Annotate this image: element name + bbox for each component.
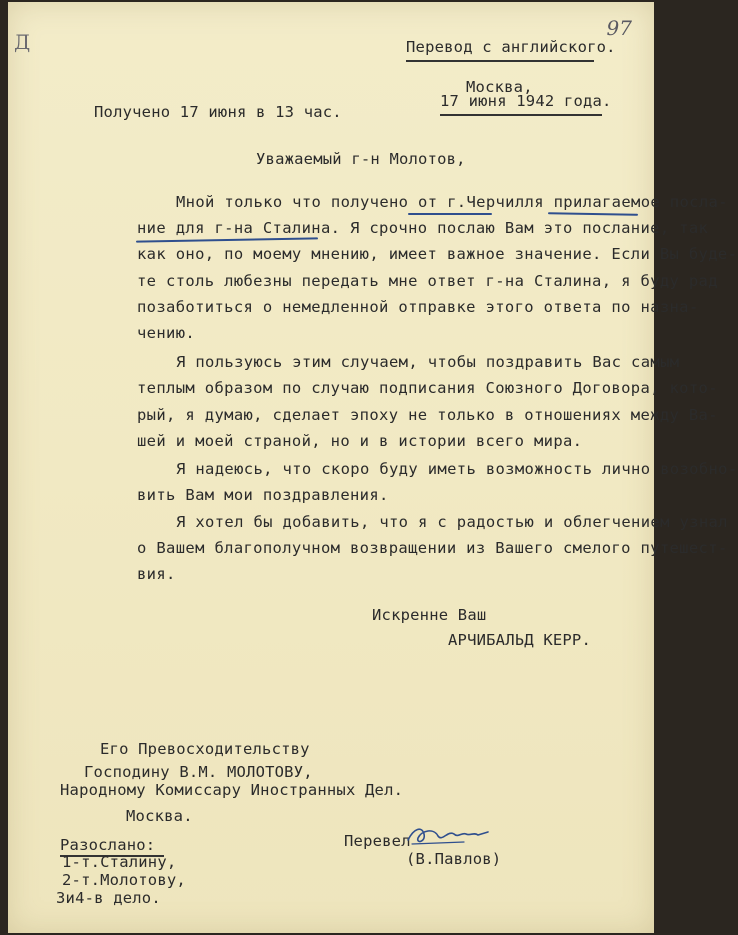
blue-underline-message	[548, 212, 638, 216]
blue-underline-churchill	[408, 213, 492, 215]
translator-label: Перевел	[344, 832, 411, 850]
body-line: Я надеюсь, что скоро буду иметь возможность лично возобно-	[176, 460, 738, 478]
body-line: теплым образом по случаю подписания Союзного Договора, кото-	[137, 379, 718, 397]
page-number: 97	[606, 16, 632, 40]
translation-note: Перевод с английского.	[406, 38, 616, 56]
body-line: Я пользуюсь этим случаем, чтобы поздравить Вас самым	[176, 353, 680, 371]
addressee-line: Народному Комиссару Иностранных Дел.	[60, 781, 404, 799]
body-line: вить Вам мои поздравления.	[137, 486, 389, 504]
distribution-item: 1-т.Сталину,	[62, 853, 177, 871]
blue-underline-stalin	[136, 237, 318, 242]
document-page	[8, 2, 738, 933]
body-line: о Вашем благополучном возвращении из Вашего смелого путешест-	[137, 539, 728, 557]
body-line: вия.	[137, 565, 176, 583]
translation-note-underline	[406, 60, 594, 62]
signatory: АРЧИБАЛЬД КЕРР.	[448, 631, 591, 649]
date-underline	[440, 114, 602, 116]
body-line: рый, я думаю, сделает эпоху не только в отношениях между Ва-	[137, 406, 718, 424]
corner-pencil-mark: Д	[14, 30, 31, 54]
translator-signature	[404, 820, 494, 854]
body-line: позаботиться о немедленной отправке этого ответа по назна-	[137, 298, 699, 316]
distribution-title: Разослано:	[60, 836, 156, 854]
body-line: Мной только что получено от г.Черчилля прилагаемое посла-	[176, 193, 728, 211]
body-line: Я хотел бы добавить, что я с радостью и облегчением узнал	[176, 513, 728, 531]
body-line: те столь любезны передать мне ответ г-на Сталина, я буду рад	[137, 272, 718, 290]
city: Москва,	[466, 78, 533, 96]
distribution-item: 2-т.Молотову,	[62, 871, 186, 889]
translator-name: (В.Павлов)	[406, 850, 502, 868]
addressee-line: Его Превосходительству	[100, 740, 310, 758]
distribution-item: 3и4-в дело.	[56, 889, 161, 907]
closing: Искренне Ваш	[372, 606, 487, 624]
body-line: ние для г-на Сталина. Я срочно послаю Вам это послание, так	[137, 219, 709, 237]
body-line: чению.	[137, 324, 196, 342]
received-note: Получено 17 июня в 13 час.	[94, 103, 342, 121]
body-line: шей и моей страной, но и в истории всего мира.	[137, 432, 583, 450]
letter-date: 17 июня 1942 года.	[440, 92, 612, 110]
addressee-line: Москва.	[126, 807, 193, 825]
addressee-line: Господину В.М. МОЛОТОВУ,	[84, 763, 313, 781]
body-line: как оно, по моему мнению, имеет важное значение. Если Вы буде-	[137, 245, 738, 263]
salutation: Уважаемый г-н Молотов,	[256, 150, 466, 168]
